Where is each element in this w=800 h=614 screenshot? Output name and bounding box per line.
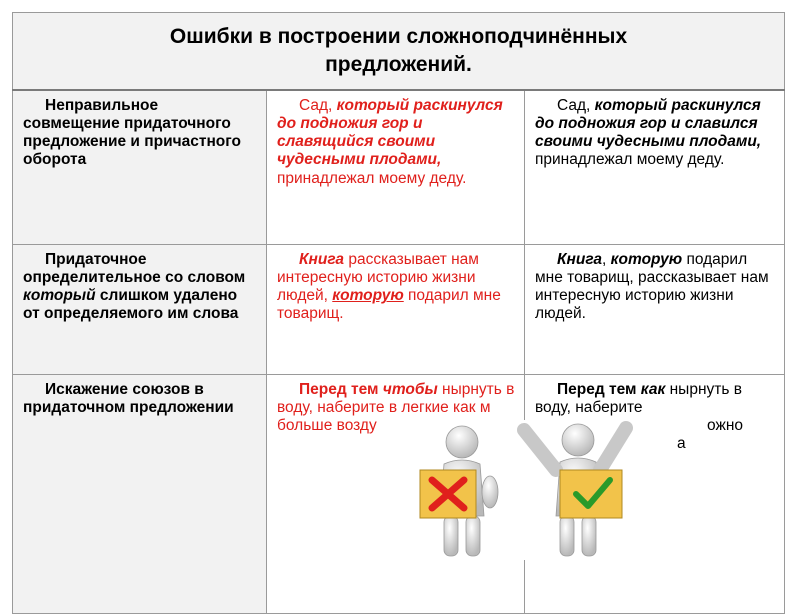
error-type-text: слишком удалено от определяемого им слова: [23, 287, 239, 323]
table-row: [13, 375, 785, 614]
correct-text: ожно: [707, 417, 743, 435]
wrong-highlight: Книга: [299, 251, 345, 268]
errors-table: [12, 12, 785, 614]
wrong-text: рассказывает нам интересную историю жизни людей,: [277, 251, 479, 305]
correct-highlight: Книга: [557, 251, 603, 268]
correct-text: принадлежал моему деду.: [535, 151, 725, 169]
correct-highlight: как: [640, 381, 666, 398]
wrong-highlight: которую: [332, 287, 404, 305]
title-cell: [13, 13, 785, 91]
table-row: [13, 90, 785, 245]
correct-text: а: [677, 435, 686, 453]
wrong-text: подарил мне товарищ.: [277, 287, 501, 323]
error-type-text: Придаточное определительное со словом: [23, 251, 246, 287]
correct-text: Перед тем: [557, 381, 641, 398]
correct-text: нырнуть в воду, наберите: [535, 381, 742, 417]
wrong-text: Сад,: [299, 97, 337, 114]
page-title: Ошибки в построении сложноподчинённых предложений.: [169, 24, 628, 76]
correct-highlight: которую: [610, 251, 683, 268]
error-type-text: Искажение союзов в придаточном предложении: [23, 381, 234, 417]
correct-text: ,: [602, 251, 611, 268]
green-check-sign-icon: [560, 470, 622, 518]
error-type-text: Неправильное совмещение придаточного предложение и причастного оборота: [23, 97, 241, 169]
wrong-example-cell: [267, 245, 525, 375]
wrong-text: принадлежал моему деду.: [277, 169, 467, 187]
error-type-cell: [13, 375, 267, 614]
correct-highlight: который раскинулся до подножия гор и славился своими чудесными плодами,: [535, 97, 762, 151]
figures-illustration: [400, 420, 666, 560]
wrong-text: нырнуть в воду, наберите в легкие как м: [277, 381, 515, 417]
wrong-highlight: чтобы: [382, 381, 438, 398]
title-row: [13, 13, 785, 91]
error-type-cell: [13, 90, 267, 245]
correct-example-cell: [525, 245, 785, 375]
error-type-cell: [13, 245, 267, 375]
wrong-text: Перед тем: [299, 381, 383, 398]
wrong-highlight: который раскинулся до подножия гор и славящийся своими чудесными плодами,: [277, 97, 503, 169]
correct-text: подарил мне товарищ, рассказывает нам интересную историю жизни людей.: [535, 251, 769, 323]
table-row: [13, 245, 785, 375]
correct-text: Сад,: [557, 97, 595, 114]
error-type-keyword: который: [23, 287, 96, 305]
wrong-example-cell: [267, 90, 525, 245]
wrong-text: больше возду: [277, 417, 377, 435]
correct-example-cell: [525, 90, 785, 245]
figures-svg: [400, 420, 666, 560]
red-x-sign-icon: [420, 470, 476, 518]
